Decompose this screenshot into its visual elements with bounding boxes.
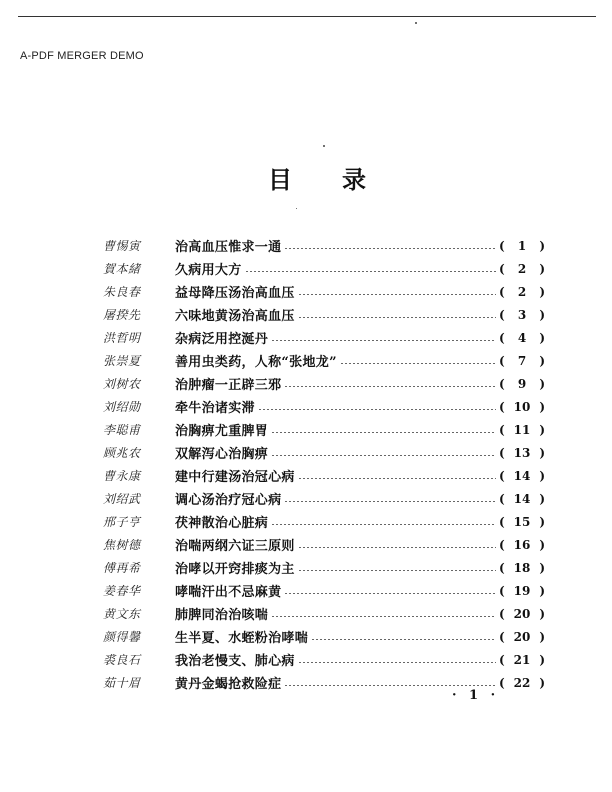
toc-entry-page-number: 13 [513,445,531,460]
toc-entry-page-number: 2 [517,261,527,276]
toc-entry-page-close-paren: ) [539,629,545,644]
toc-entry-page [499,538,545,552]
toc-entry-author: 茹十眉 [103,676,141,690]
toc-entry-page-open-paren: ( [499,261,505,276]
toc-entry-page-number: 7 [517,353,527,368]
toc-entry-page-number: 4 [517,330,527,345]
toc-entry-page-open-paren: ( [499,675,505,690]
toc-entry-author: 賀本緒 [103,262,141,276]
toc-entry-page-number: 9 [517,376,527,391]
toc-entry-author: 洪哲明 [103,331,141,345]
toc-entry-dot-leader [284,593,496,594]
toc-entry-page-close-paren: ) [539,284,545,299]
toc-entry-page-open-paren: ( [499,445,505,460]
toc-entry-author: 焦树德 [103,538,141,552]
toc-entry-title: 六味地黄汤治高血压 [175,309,295,324]
toc-entry-page-open-paren: ( [499,560,505,575]
toc-entry-page-close-paren: ) [539,445,545,460]
toc-entry-title: 茯神散治心脏病 [175,516,269,531]
toc-entry-page-number: 2 [517,284,527,299]
toc-entry-title: 生半夏、水蛭粉治哮喘 [175,631,309,646]
toc-entry-author: 屠揆先 [103,308,141,322]
toc-entry [95,487,545,510]
toc-entry [95,602,545,625]
toc-entry [95,464,545,487]
scan-speck [415,22,417,24]
toc-entry-page [499,469,545,483]
toc-entry-page-close-paren: ) [539,376,545,391]
page-title [250,160,390,192]
toc-entry-page-open-paren: ( [499,399,505,414]
toc-entry-dot-leader [245,271,496,272]
toc-entry [95,648,545,671]
toc-entry-title: 善用虫类药，人称“张地龙” [175,355,337,370]
toc-entry-page-close-paren: ) [539,652,545,667]
toc-entry-author: 黄文东 [103,607,141,621]
toc-entry [95,533,545,556]
toc-entry-page-open-paren: ( [499,514,505,529]
toc-entry-page-open-paren: ( [499,629,505,644]
toc-entry-dot-leader [298,317,496,318]
toc-entry-title: 调心汤治疗冠心病 [175,493,282,508]
toc-entry-author: 曹惕寅 [103,239,141,253]
toc-entry-author: 傅再希 [103,561,141,575]
toc-entry-title: 治肿瘤一正辟三邪 [175,378,282,393]
toc-entry-page-open-paren: ( [499,491,505,506]
toc-entry [95,441,545,464]
toc-entry-author: 顾兆农 [103,446,141,460]
toc-entry-page [499,308,545,322]
toc-entry [95,372,545,395]
toc-entry-dot-leader [340,363,496,364]
watermark-text: A-PDF MERGER DEMO [20,50,144,62]
toc-entry-page-close-paren: ) [539,422,545,437]
toc-entry-page-number: 15 [513,514,531,529]
toc-entry-dot-leader [271,455,496,456]
toc-entry-page-open-paren: ( [499,238,505,253]
toc-entry-author: 姜春华 [103,584,141,598]
toc-entry-dot-leader [298,662,496,663]
toc-entry-page-close-paren: ) [539,537,545,552]
toc-entry-page-number: 22 [513,675,531,690]
toc-entry-page-close-paren: ) [539,675,545,690]
toc-entry-page-close-paren: ) [539,491,545,506]
toc-entry-page [499,400,545,414]
toc-entry-title: 牵牛治诸实滞 [175,401,255,416]
toc-entry-page-number: 21 [513,652,531,667]
toc-entry [95,257,545,280]
toc-entry-author: 邢子亨 [103,515,141,529]
toc-entry-page [499,653,545,667]
toc-entry-page [499,285,545,299]
toc-entry-page-number: 11 [513,422,531,437]
toc-entry-title: 哮喘汗出不忌麻黄 [175,585,282,600]
page-title-char-2: 录 [342,165,366,194]
scan-speck [323,145,325,147]
toc-entry [95,326,545,349]
toc-entry-page [499,423,545,437]
toc-entry-page-number: 14 [513,468,531,483]
toc-entry-author: 李聪甫 [103,423,141,437]
header-rule [18,16,596,17]
toc-entry-title: 治喘两纲六证三原则 [175,539,295,554]
toc-entry-page-open-paren: ( [499,606,505,621]
toc-entry [95,280,545,303]
toc-entry-page-open-paren: ( [499,422,505,437]
toc-entry-author: 刘树农 [103,377,141,391]
toc-entry-page-number: 10 [513,399,531,414]
toc-entry-author: 刘绍武 [103,492,141,506]
toc-entry-page [499,561,545,575]
toc-entry-page [499,354,545,368]
toc-entry-page-close-paren: ) [539,238,545,253]
toc-entry [95,395,545,418]
toc-entry-page [499,607,545,621]
toc-entry-page [499,262,545,276]
toc-entry-page-close-paren: ) [539,468,545,483]
toc-entry-title: 治高血压惟求一通 [175,240,282,255]
toc-entry-page-number: 18 [513,560,531,575]
toc-entry-dot-leader [284,386,496,387]
toc-entry-dot-leader [271,432,496,433]
toc-entry-page-open-paren: ( [499,353,505,368]
toc-entry-page [499,377,545,391]
toc-entry-dot-leader [298,570,496,571]
toc-entry-page-open-paren: ( [499,468,505,483]
toc-entry-author: 曹永康 [103,469,141,483]
toc-entry-page [499,492,545,506]
toc-entry-dot-leader [271,340,496,341]
toc-entry-title: 建中行建汤治冠心病 [175,470,295,485]
toc-entry-title: 杂病泛用控涎丹 [175,332,269,347]
toc-entry-page-close-paren: ) [539,606,545,621]
toc-entry-dot-leader [298,294,496,295]
toc-entry-author: 张崇夏 [103,354,141,368]
toc-entry-page-number: 19 [513,583,531,598]
toc-entry-page [499,446,545,460]
toc-entry-dot-leader [258,409,496,410]
toc-entry-page-number: 20 [513,606,531,621]
toc-entry-page-number: 1 [517,238,527,253]
toc-entry-page [499,676,545,690]
toc-entry [95,418,545,441]
toc-entry-author: 朱良春 [103,285,141,299]
toc-entry-page-close-paren: ) [539,560,545,575]
toc-entry [95,556,545,579]
toc-entry-page-close-paren: ) [539,307,545,322]
toc-entry-page-open-paren: ( [499,583,505,598]
toc-entry-page-open-paren: ( [499,376,505,391]
toc-entry-page-open-paren: ( [499,537,505,552]
toc-entry [95,579,545,602]
page-title-char-1: 目 [268,165,292,194]
toc-entry-title: 双解泻心治胸痹 [175,447,269,462]
toc-entry-page-close-paren: ) [539,261,545,276]
toc-entry-page-close-paren: ) [539,514,545,529]
toc-entry-title: 黄丹金蝎抢救险症 [175,677,282,692]
toc-entry-dot-leader [311,639,496,640]
toc-entry-dot-leader [284,248,496,249]
toc-entry-page-close-paren: ) [539,353,545,368]
toc-entry-dot-leader [271,524,496,525]
scan-speck [296,208,297,209]
toc-entry-dot-leader [284,685,496,686]
toc-entry [95,234,545,257]
toc-entry-title: 肺脾同治治咳喘 [175,608,269,623]
toc-entry-page-open-paren: ( [499,307,505,322]
table-of-contents [95,234,545,694]
toc-entry [95,510,545,533]
toc-entry-author: 颜得馨 [103,630,141,644]
toc-entry-author: 刘绍勋 [103,400,141,414]
toc-entry-page [499,630,545,644]
toc-entry-page-close-paren: ) [539,330,545,345]
toc-entry-page-number: 16 [513,537,531,552]
toc-entry-dot-leader [298,547,496,548]
toc-entry [95,349,545,372]
toc-entry-page [499,239,545,253]
toc-entry-title: 治胸痹尤重脾胃 [175,424,269,439]
toc-entry-page-close-paren: ) [539,399,545,414]
toc-entry-title: 我治老慢支、肺心病 [175,654,295,669]
toc-entry-page-number: 14 [513,491,531,506]
page-number: · 1 · [452,688,500,703]
toc-entry-page [499,584,545,598]
toc-entry-page-number: 3 [517,307,527,322]
toc-entry-page [499,331,545,345]
toc-entry-page-close-paren: ) [539,583,545,598]
toc-entry-title: 治哮以开窍排痰为主 [175,562,295,577]
toc-entry-dot-leader [298,478,496,479]
toc-entry-page-open-paren: ( [499,284,505,299]
toc-entry-dot-leader [271,616,496,617]
toc-entry-author: 裘良石 [103,653,141,667]
toc-entry-dot-leader [284,501,496,502]
toc-entry-page [499,515,545,529]
toc-entry [95,303,545,326]
toc-entry-page-number: 20 [513,629,531,644]
toc-entry-title: 益母降压汤治高血压 [175,286,295,301]
toc-entry [95,625,545,648]
toc-entry-page-open-paren: ( [499,330,505,345]
toc-entry-title: 久病用大方 [175,263,242,278]
toc-entry-page-open-paren: ( [499,652,505,667]
